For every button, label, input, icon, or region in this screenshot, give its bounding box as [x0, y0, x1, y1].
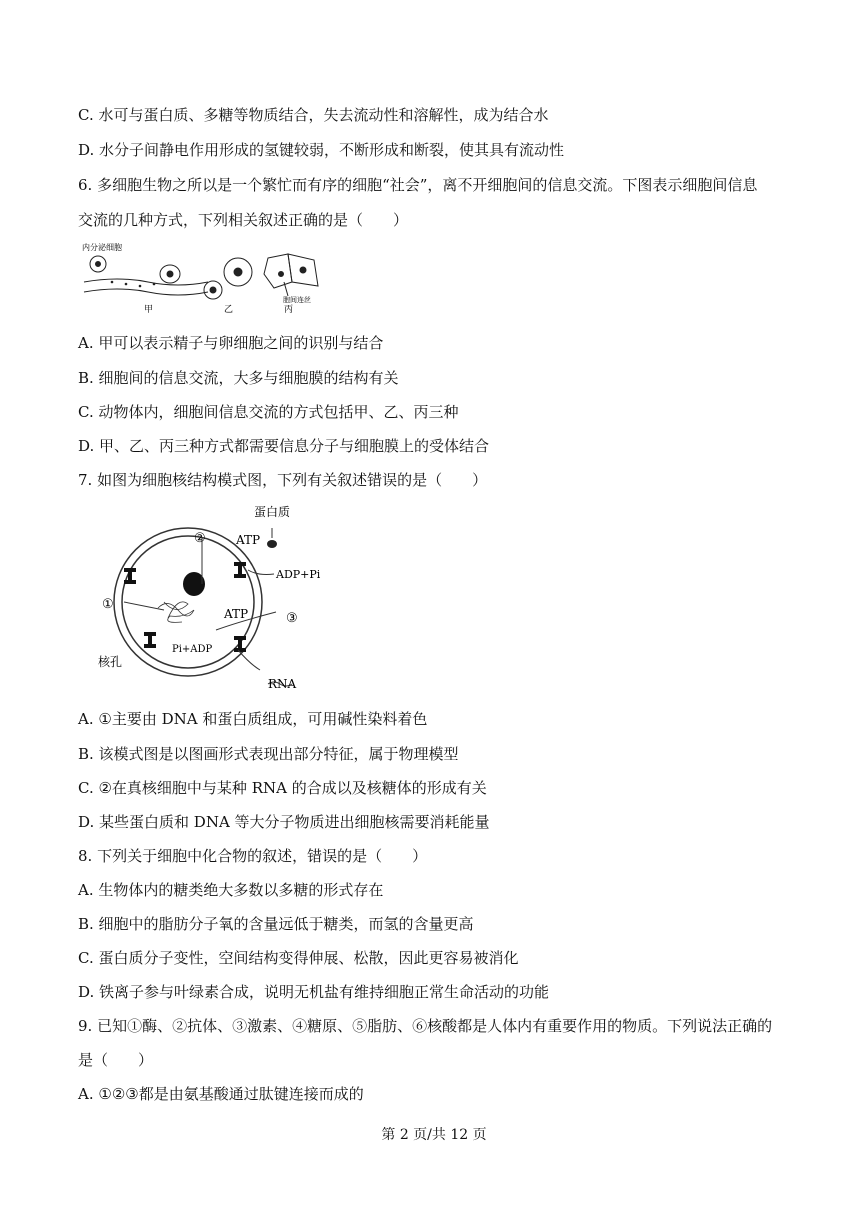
fig7-rna-label: RNA [268, 677, 297, 691]
fig7-adp-pi-label: ADP+Pi [276, 568, 321, 581]
q6-figure [78, 238, 328, 318]
q7-option-a: A. ①主要由 DNA 和蛋白质组成，可用碱性染料着色 [78, 710, 428, 728]
q6-stem-line2: 交流的几种方式，下列相关叙述正确的是（ ） [78, 211, 409, 229]
q8-option-b: B. 细胞中的脂肪分子氧的含量远低于糖类，而氢的含量更高 [78, 915, 474, 933]
fig7-pore-label: 核孔 [98, 655, 123, 669]
fig7-pi-adp-label: Pi+ADP [172, 644, 213, 655]
q6-stem-line1: 6. 多细胞生物之所以是一个繁忙而有序的细胞“社会”，离不开细胞间的信息交流。下图表示细胞间信息 [78, 176, 758, 194]
q6-option-c: C. 动物体内，细胞间信息交流的方式包括甲、乙、丙三种 [78, 403, 459, 421]
q6-option-d: D. 甲、乙、丙三种方式都需要信息分子与细胞膜上的受体结合 [78, 437, 490, 455]
q7-nucleus-figure [98, 498, 348, 694]
q9-stem-line1: 9. 已知①酶、②抗体、③激素、④糖原、⑤脂肪、⑥核酸都是人体内有重要作用的物质。下列说法正确的 [78, 1017, 773, 1035]
q7-option-b: B. 该模式图是以图画形式表现出部分特征，属于物理模型 [78, 745, 459, 763]
q6-option-a: A. 甲可以表示精子与卵细胞之间的识别与结合 [78, 334, 384, 352]
q8-option-a: A. 生物体内的糖类绝大多数以多糖的形式存在 [78, 881, 384, 899]
q8-option-d: D. 铁离子参与叶绿素合成，说明无机盐有维持细胞正常生命活动的功能 [78, 983, 550, 1001]
fig6-endocrine-label: 内分泌细胞 [82, 243, 122, 252]
fig6-plasmodesma-label: 胞间连丝 [283, 296, 311, 304]
page-footer: 第 2 页/共 12 页 [381, 1127, 487, 1143]
fig6-label-jia: 甲 [144, 305, 154, 315]
fig7-atp-top-label: ATP [236, 533, 261, 547]
fig6-label-bing: 丙 [284, 305, 294, 315]
q6-option-b: B. 细胞间的信息交流，大多与细胞膜的结构有关 [78, 369, 399, 387]
q7-option-d: D. 某些蛋白质和 DNA 等大分子物质进出细胞核需要消耗能量 [78, 813, 490, 831]
fig7-label-2: ② [194, 531, 206, 546]
fig7-label-1: ① [102, 597, 114, 612]
q9-stem-line2: 是（ ） [78, 1051, 154, 1069]
fig7-protein-label: 蛋白质 [254, 505, 291, 519]
q8-option-c: C. 蛋白质分子变性，空间结构变得伸展、松散，因此更容易被消化 [78, 949, 519, 967]
fig6-label-yi: 乙 [224, 305, 234, 315]
fig7-label-3: ③ [286, 611, 298, 626]
q7-option-c: C. ②在真核细胞中与某种 RNA 的合成以及核糖体的形成有关 [78, 779, 487, 797]
q7-stem: 7. 如图为细胞核结构模式图，下列有关叙述错误的是（ ） [78, 471, 488, 489]
q8-stem: 8. 下列关于细胞中化合物的叙述，错误的是（ ） [78, 847, 428, 865]
q9-option-a: A. ①②③都是由氨基酸通过肽键连接而成的 [78, 1085, 364, 1103]
q5-option-d: D. 水分子间静电作用形成的氢键较弱，不断形成和断裂，使其具有流动性 [78, 141, 565, 159]
q5-option-c: C. 水可与蛋白质、多糖等物质结合，失去流动性和溶解性，成为结合水 [78, 106, 549, 124]
fig7-atp-mid-label: ATP [224, 607, 249, 621]
